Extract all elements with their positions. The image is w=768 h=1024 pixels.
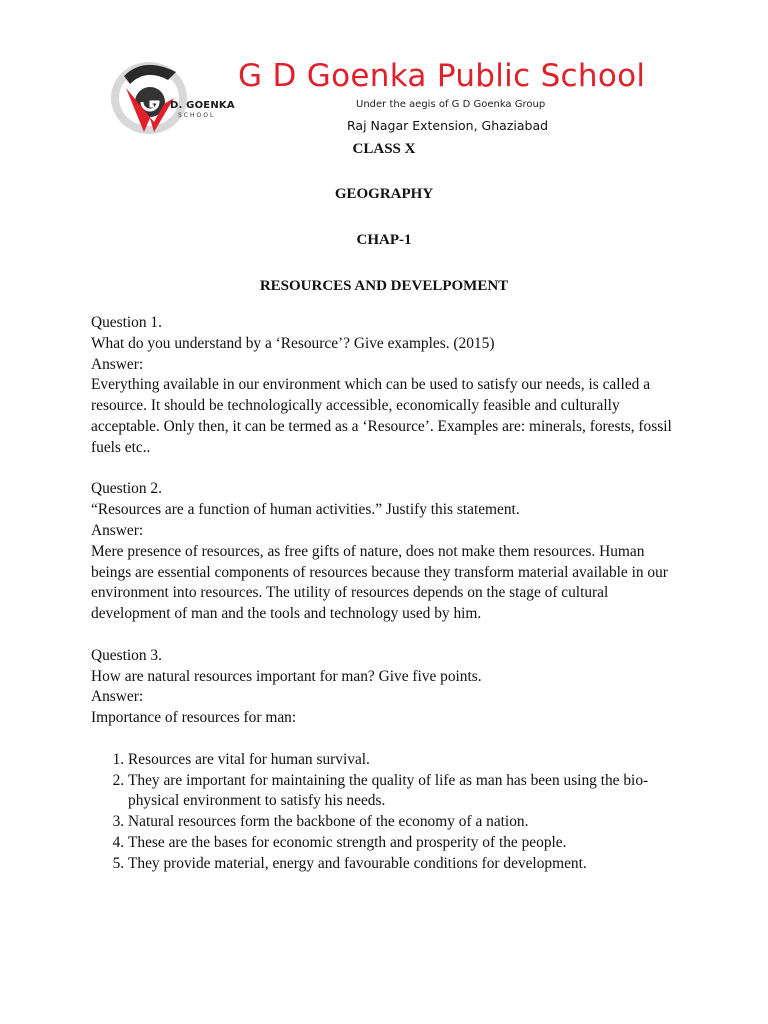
list-item: 5. They provide material, energy and favourable conditions for development. [128,854,681,875]
answer-text: Importance of resources for man: [91,709,297,727]
list-item: 1. Resources are vital for human survival. [128,750,681,771]
school-logo [104,58,234,138]
subject-title: GEOGRAPHY [334,186,434,202]
question-block-3 [91,646,681,875]
question-text: “Resources are a function of human activities.” Justify this statement. [91,501,520,519]
aegis-line: Under the aegis of G D Goenka Group [356,99,546,110]
chapter-title: CHAP-1 [356,232,412,248]
list-item: 2. They are important for maintaining the quality of life as man has been using the bio-physical environment to satisfy his needs. [128,771,681,813]
logo-subtext: SCHOOL [178,112,216,119]
school-name: G D Goenka Public School [238,58,646,94]
answer-label: Answer: [91,355,144,373]
question-text: How are natural resources important for man? Give five points. [91,667,482,685]
document-body [91,313,681,875]
question-block-1 [91,313,681,459]
question-label: Question 2. [91,480,162,498]
topic-title: RESOURCES AND DEVELPOMENT [259,278,509,294]
importance-list [91,750,681,875]
question-block-2 [91,479,681,625]
answer-text: Everything available in our environment which can be used to satisfy our needs, is called a resource. It should be technologically accessible, economically feasible and culturally acceptable. Only then, it can be termed as a ‘Resource’. Examples are: minerals, forests, fossil fuels etc.. [91,376,672,456]
school-address: Raj Nagar Extension, Ghaziabad [347,118,549,133]
answer-label: Answer: [91,688,144,706]
answer-label: Answer: [91,521,144,539]
question-label: Question 1. [91,314,162,331]
list-item: 4. These are the bases for economic strength and prosperity of the people. [128,833,681,854]
class-title: CLASS X [352,141,416,157]
answer-text: Mere presence of resources, as free gifts of nature, does not make them resources. Human beings are essential components of resources because they transform material available in our environment into resources. The utility of resources depends on the stage of cultural development of man and the tools and technology used by him. [91,542,668,623]
question-label: Question 3. [91,646,162,664]
question-text: What do you understand by a ‘Resource’? Give examples. (2015) [91,334,495,352]
logo-wordmark: D. GOENKA [170,100,235,111]
list-item: 3. Natural resources form the backbone of the economy of a nation. [128,812,681,833]
